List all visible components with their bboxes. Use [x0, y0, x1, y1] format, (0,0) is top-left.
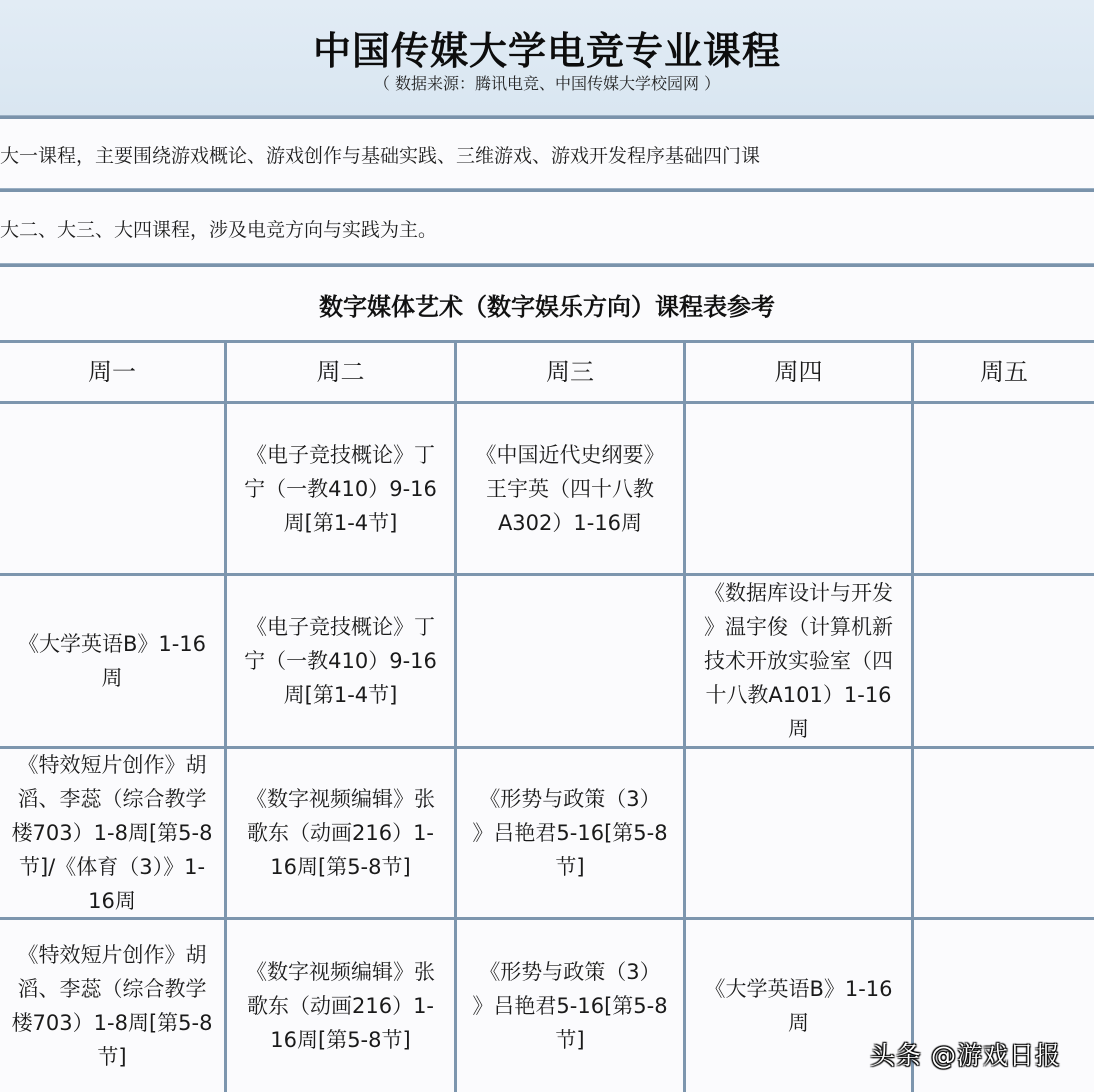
table-cell-r2-wed — [457, 749, 683, 917]
column-header-wednesday: 周三 — [546, 358, 594, 386]
cell-line: 《大学英语B》1-16 — [704, 977, 893, 1001]
table-cell-r1-tue — [227, 576, 454, 746]
cell-line: 16周 — [88, 889, 136, 913]
column-header-tuesday: 周二 — [316, 358, 365, 386]
column-header-thursday: 周四 — [774, 358, 823, 386]
cell-line: 节] — [555, 1028, 585, 1052]
cell-line: 《数字视频编辑》张 — [246, 960, 435, 984]
cell-line: 歌东（动画216）1- — [246, 821, 435, 845]
table-cell-r1-thu — [686, 576, 911, 746]
cell-line: 16周[第5-8节] — [270, 855, 411, 879]
page-title: 中国传媒大学电竞专业课程 — [312, 29, 781, 73]
cell-line: 宁（一教410）9-16 — [244, 476, 437, 501]
cell-line: 节] — [555, 855, 585, 879]
table-cell-r2-mon — [0, 749, 224, 917]
column-header-friday: 周五 — [980, 358, 1028, 386]
watermark: 头条 @游戏日报 — [870, 1041, 1061, 1070]
table-cell-r0-tue — [227, 404, 454, 573]
cell-line: 周 — [788, 717, 809, 741]
cell-line: 《电子竞技概论》丁 — [246, 615, 435, 639]
timetable-grid — [0, 340, 1094, 1092]
table-cell-r2-tue — [227, 749, 454, 917]
cell-line: 《电子竞技概论》丁 — [246, 442, 435, 467]
note-text: 大二、大三、大四课程，涉及电竞方向与实践为主。 — [0, 218, 438, 241]
cell-line: 周 — [787, 1011, 809, 1035]
table-cell-r1-fri — [914, 576, 1094, 746]
cell-line: 节] — [97, 1045, 127, 1069]
cell-line: 技术开放实验室（四 — [704, 649, 893, 673]
table-cell-r2-thu — [686, 749, 911, 917]
cell-line: 楼703）1-8周[第5-8 — [11, 821, 213, 845]
cell-line: 宁（一教410）9-16 — [244, 649, 437, 673]
cell-line: A302）1-16周 — [497, 510, 643, 535]
cell-line: 楼703）1-8周[第5-8 — [11, 1011, 213, 1035]
table-cell-r1-wed — [457, 576, 683, 746]
divider — [0, 263, 1094, 267]
table-cell-r0-mon — [0, 404, 224, 573]
cell-line: 节]/《体育（3）》1- — [18, 855, 206, 879]
note-upper-years — [0, 192, 1094, 264]
cell-line: 》温宇俊（计算机新 — [704, 615, 893, 639]
cell-line: 《特效短片创作》胡 — [17, 753, 207, 777]
table-cell-r0-fri — [914, 404, 1094, 573]
cell-line: 《数据库设计与开发 — [704, 581, 893, 605]
cell-line: 周[第1-4节] — [283, 510, 398, 535]
cell-line: 歌东（动画216）1- — [246, 994, 435, 1018]
table-cell-r3-mon — [0, 920, 224, 1092]
cell-line: 《中国近代史纲要》 — [475, 442, 665, 467]
timetable-title: 数字媒体艺术（数字娱乐方向）课程表参考 — [319, 292, 775, 321]
table-cell-r3-wed — [457, 920, 683, 1092]
cell-line: 《数字视频编辑》张 — [246, 787, 435, 811]
cell-line: 《特效短片创作》胡 — [17, 943, 207, 967]
note-text: 大一课程，主要围绕游戏概论、游戏创作与基础实践、三维游戏、游戏开发程序基础四门课 — [0, 145, 761, 167]
data-source-caption: （ 数据来源：腾讯电竞、中国传媒大学校园网 ） — [373, 74, 721, 93]
cell-line: 《大学英语B》1-16 — [17, 632, 207, 656]
column-header-monday: 周一 — [88, 358, 136, 386]
cell-line: 16周[第5-8节] — [270, 1028, 411, 1052]
cell-line: 》吕艳君5-16[第5-8 — [472, 821, 668, 845]
note-freshman — [0, 119, 1094, 190]
cell-line: 》吕艳君5-16[第5-8 — [472, 994, 668, 1018]
cell-line: 王宇英（四十八教 — [486, 476, 654, 501]
table-cell-r1-mon — [0, 576, 224, 746]
cell-line: 周[第1-4节] — [283, 683, 398, 707]
table-cell-r3-tue — [227, 920, 454, 1092]
header-banner — [0, 0, 1094, 116]
cell-line: 《形势与政策（3） — [479, 960, 661, 984]
cell-line: 十八教A101）1-16 — [705, 683, 892, 707]
table-cell-r2-fri — [914, 749, 1094, 917]
table-cell-r0-thu — [686, 404, 911, 573]
cell-line: 周 — [101, 666, 123, 690]
cell-line: 《形势与政策（3） — [479, 787, 661, 811]
cell-line: 滔、李蕊（综合教学 — [17, 977, 207, 1001]
cell-line: 滔、李蕊（综合教学 — [17, 787, 207, 811]
table-cell-r0-wed — [457, 404, 683, 573]
